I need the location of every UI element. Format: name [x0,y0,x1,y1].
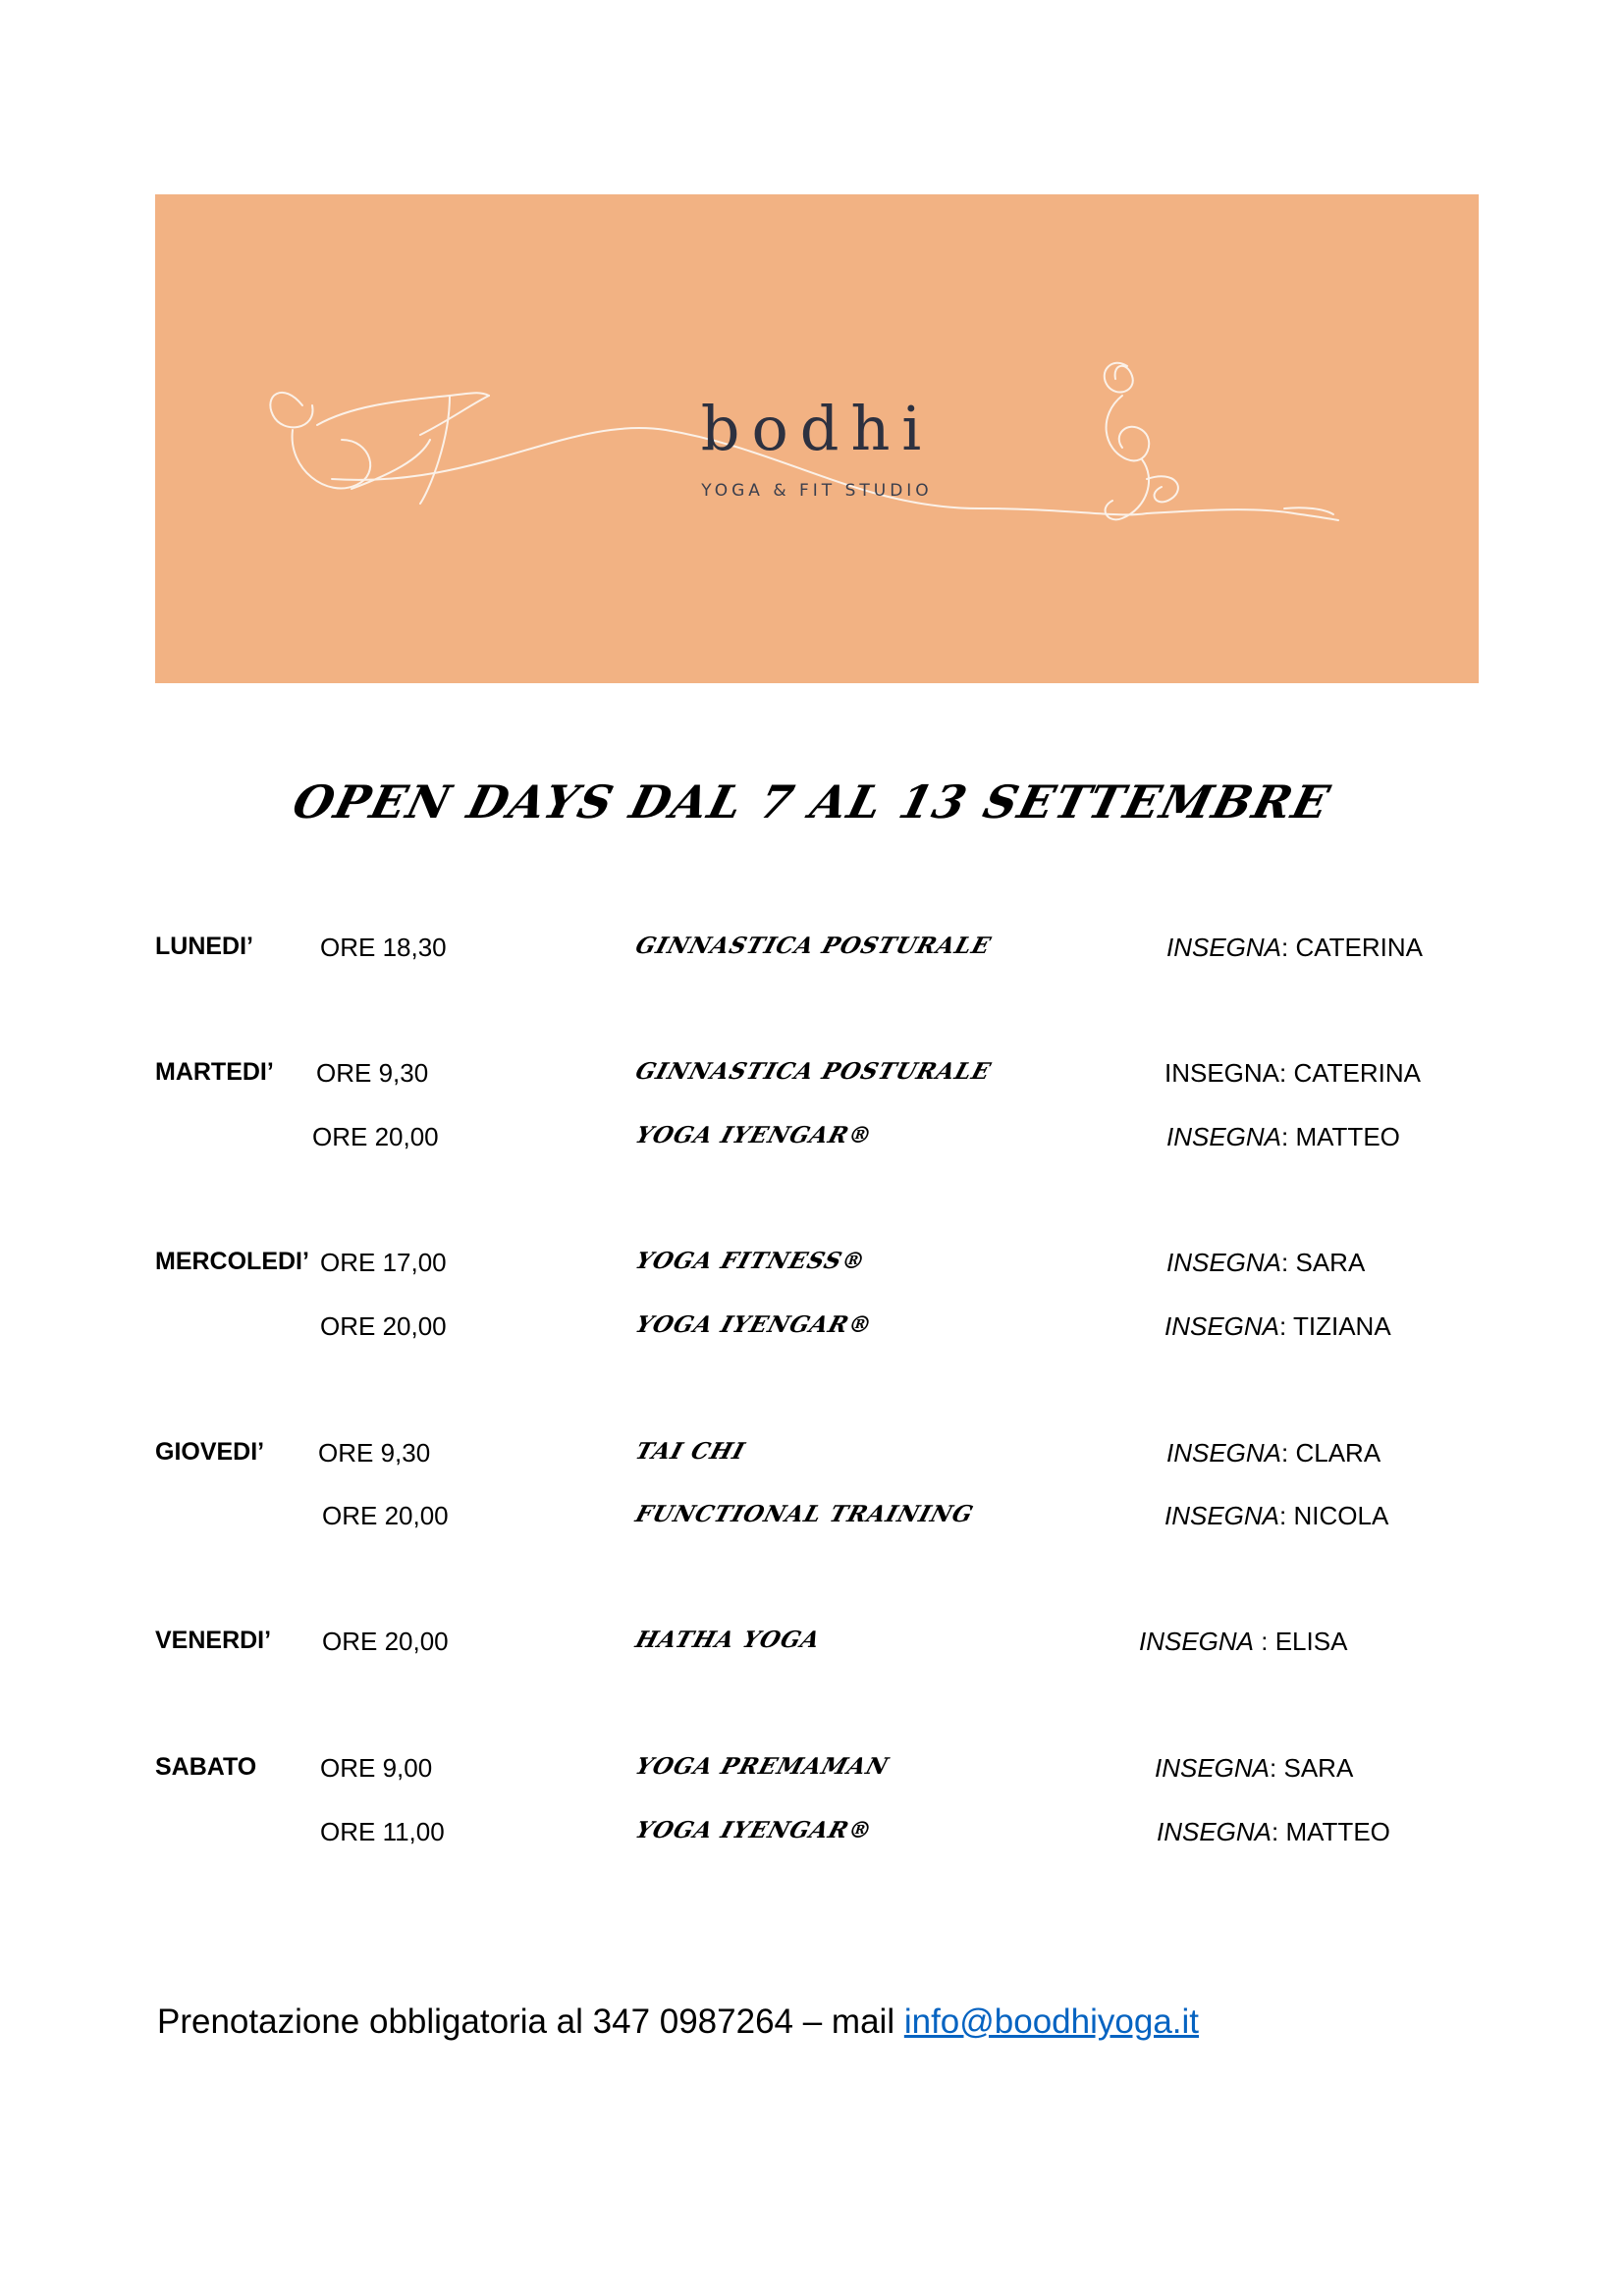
schedule-row [0,1753,1624,1792]
brand-logo [155,393,1479,501]
teacher-label: INSEGNA [1155,1753,1271,1783]
class-time: ORE 20,00 [312,1122,439,1151]
teacher-name: : TIZIANA [1279,1311,1391,1341]
class-name: YOGA IYENGAR® [632,1122,877,1148]
teacher-name: : NICOLA [1279,1501,1389,1530]
schedule-row [0,933,1624,972]
teacher-info [1166,1438,1380,1468]
page-title: OPEN DAYS DAL 7 AL 13 SETTEMBRE [288,775,1336,828]
teacher-info [1166,933,1423,963]
teacher-info [1166,1122,1400,1152]
teacher-name: : ELISA [1254,1627,1348,1656]
teacher-label: INSEGNA [1164,1501,1280,1530]
schedule-row [0,1311,1624,1351]
header-banner [155,194,1479,683]
teacher-label: INSEGNA [1166,1122,1282,1151]
class-time: ORE 11,00 [320,1817,445,1846]
teacher-label: INSEGNA [1157,1817,1272,1846]
class-time: ORE 9,30 [316,1058,429,1088]
class-time: ORE 9,30 [318,1438,431,1468]
class-name: GINNASTICA POSTURALE [632,1058,995,1085]
teacher-label: INSEGNA [1164,1311,1280,1341]
day-label: MERCOLEDI’ [155,1248,309,1275]
teacher-name: : MATTEO [1281,1122,1400,1151]
teacher-label: INSEGNA [1164,1058,1280,1088]
class-name: FUNCTIONAL TRAINING [632,1501,977,1527]
email-link[interactable]: info@boodhiyoga.it [903,2002,1200,2041]
day-label: GIOVEDI’ [155,1438,265,1466]
teacher-info [1164,1058,1421,1089]
teacher-name: : CLARA [1281,1438,1381,1468]
teacher-label: INSEGNA [1166,1248,1282,1277]
class-name: GINNASTICA POSTURALE [632,933,995,959]
teacher-name: : SARA [1270,1753,1354,1783]
class-name: HATHA YOGA [632,1627,824,1653]
day-label: SABATO [155,1753,257,1781]
booking-text: Prenotazione obbligatoria al 347 0987264 – mail [157,2002,904,2041]
teacher-name: : MATTEO [1272,1817,1390,1846]
brand-name: bodhi [700,393,934,464]
teacher-label: INSEGNA [1166,1438,1282,1468]
teacher-name: : CATERINA [1281,933,1424,962]
teacher-label: INSEGNA [1166,933,1282,962]
booking-info [157,2002,1199,2042]
teacher-name: : SARA [1281,1248,1366,1277]
day-label: MARTEDI’ [155,1058,274,1086]
schedule-row [0,1438,1624,1477]
class-time: ORE 20,00 [322,1627,449,1656]
schedule-row [0,1058,1624,1097]
class-time: ORE 17,00 [320,1248,447,1277]
day-label: VENERDI’ [155,1627,272,1654]
schedule-row [0,1501,1624,1540]
schedule-row [0,1248,1624,1287]
class-time: ORE 20,00 [320,1311,447,1341]
class-name: YOGA IYENGAR® [632,1817,877,1843]
teacher-info [1164,1311,1391,1342]
class-name: YOGA FITNESS® [632,1248,870,1274]
teacher-info [1157,1817,1390,1847]
day-label: LUNEDI’ [155,933,253,960]
teacher-info [1155,1753,1353,1784]
class-time: ORE 9,00 [320,1753,433,1783]
class-time: ORE 18,30 [320,933,447,962]
brand-subtitle: YOGA & FIT STUDIO [701,481,933,501]
class-name: TAI CHI [632,1438,749,1465]
teacher-info [1139,1627,1347,1657]
teacher-label: INSEGNA [1139,1627,1255,1656]
teacher-name: : CATERINA [1279,1058,1422,1088]
class-time: ORE 20,00 [322,1501,449,1530]
teacher-info [1166,1248,1365,1278]
class-name: YOGA IYENGAR® [632,1311,877,1338]
class-name: YOGA PREMAMAN [632,1753,893,1780]
schedule-row [0,1817,1624,1856]
teacher-info [1164,1501,1388,1531]
schedule-row [0,1122,1624,1161]
schedule-row [0,1627,1624,1666]
